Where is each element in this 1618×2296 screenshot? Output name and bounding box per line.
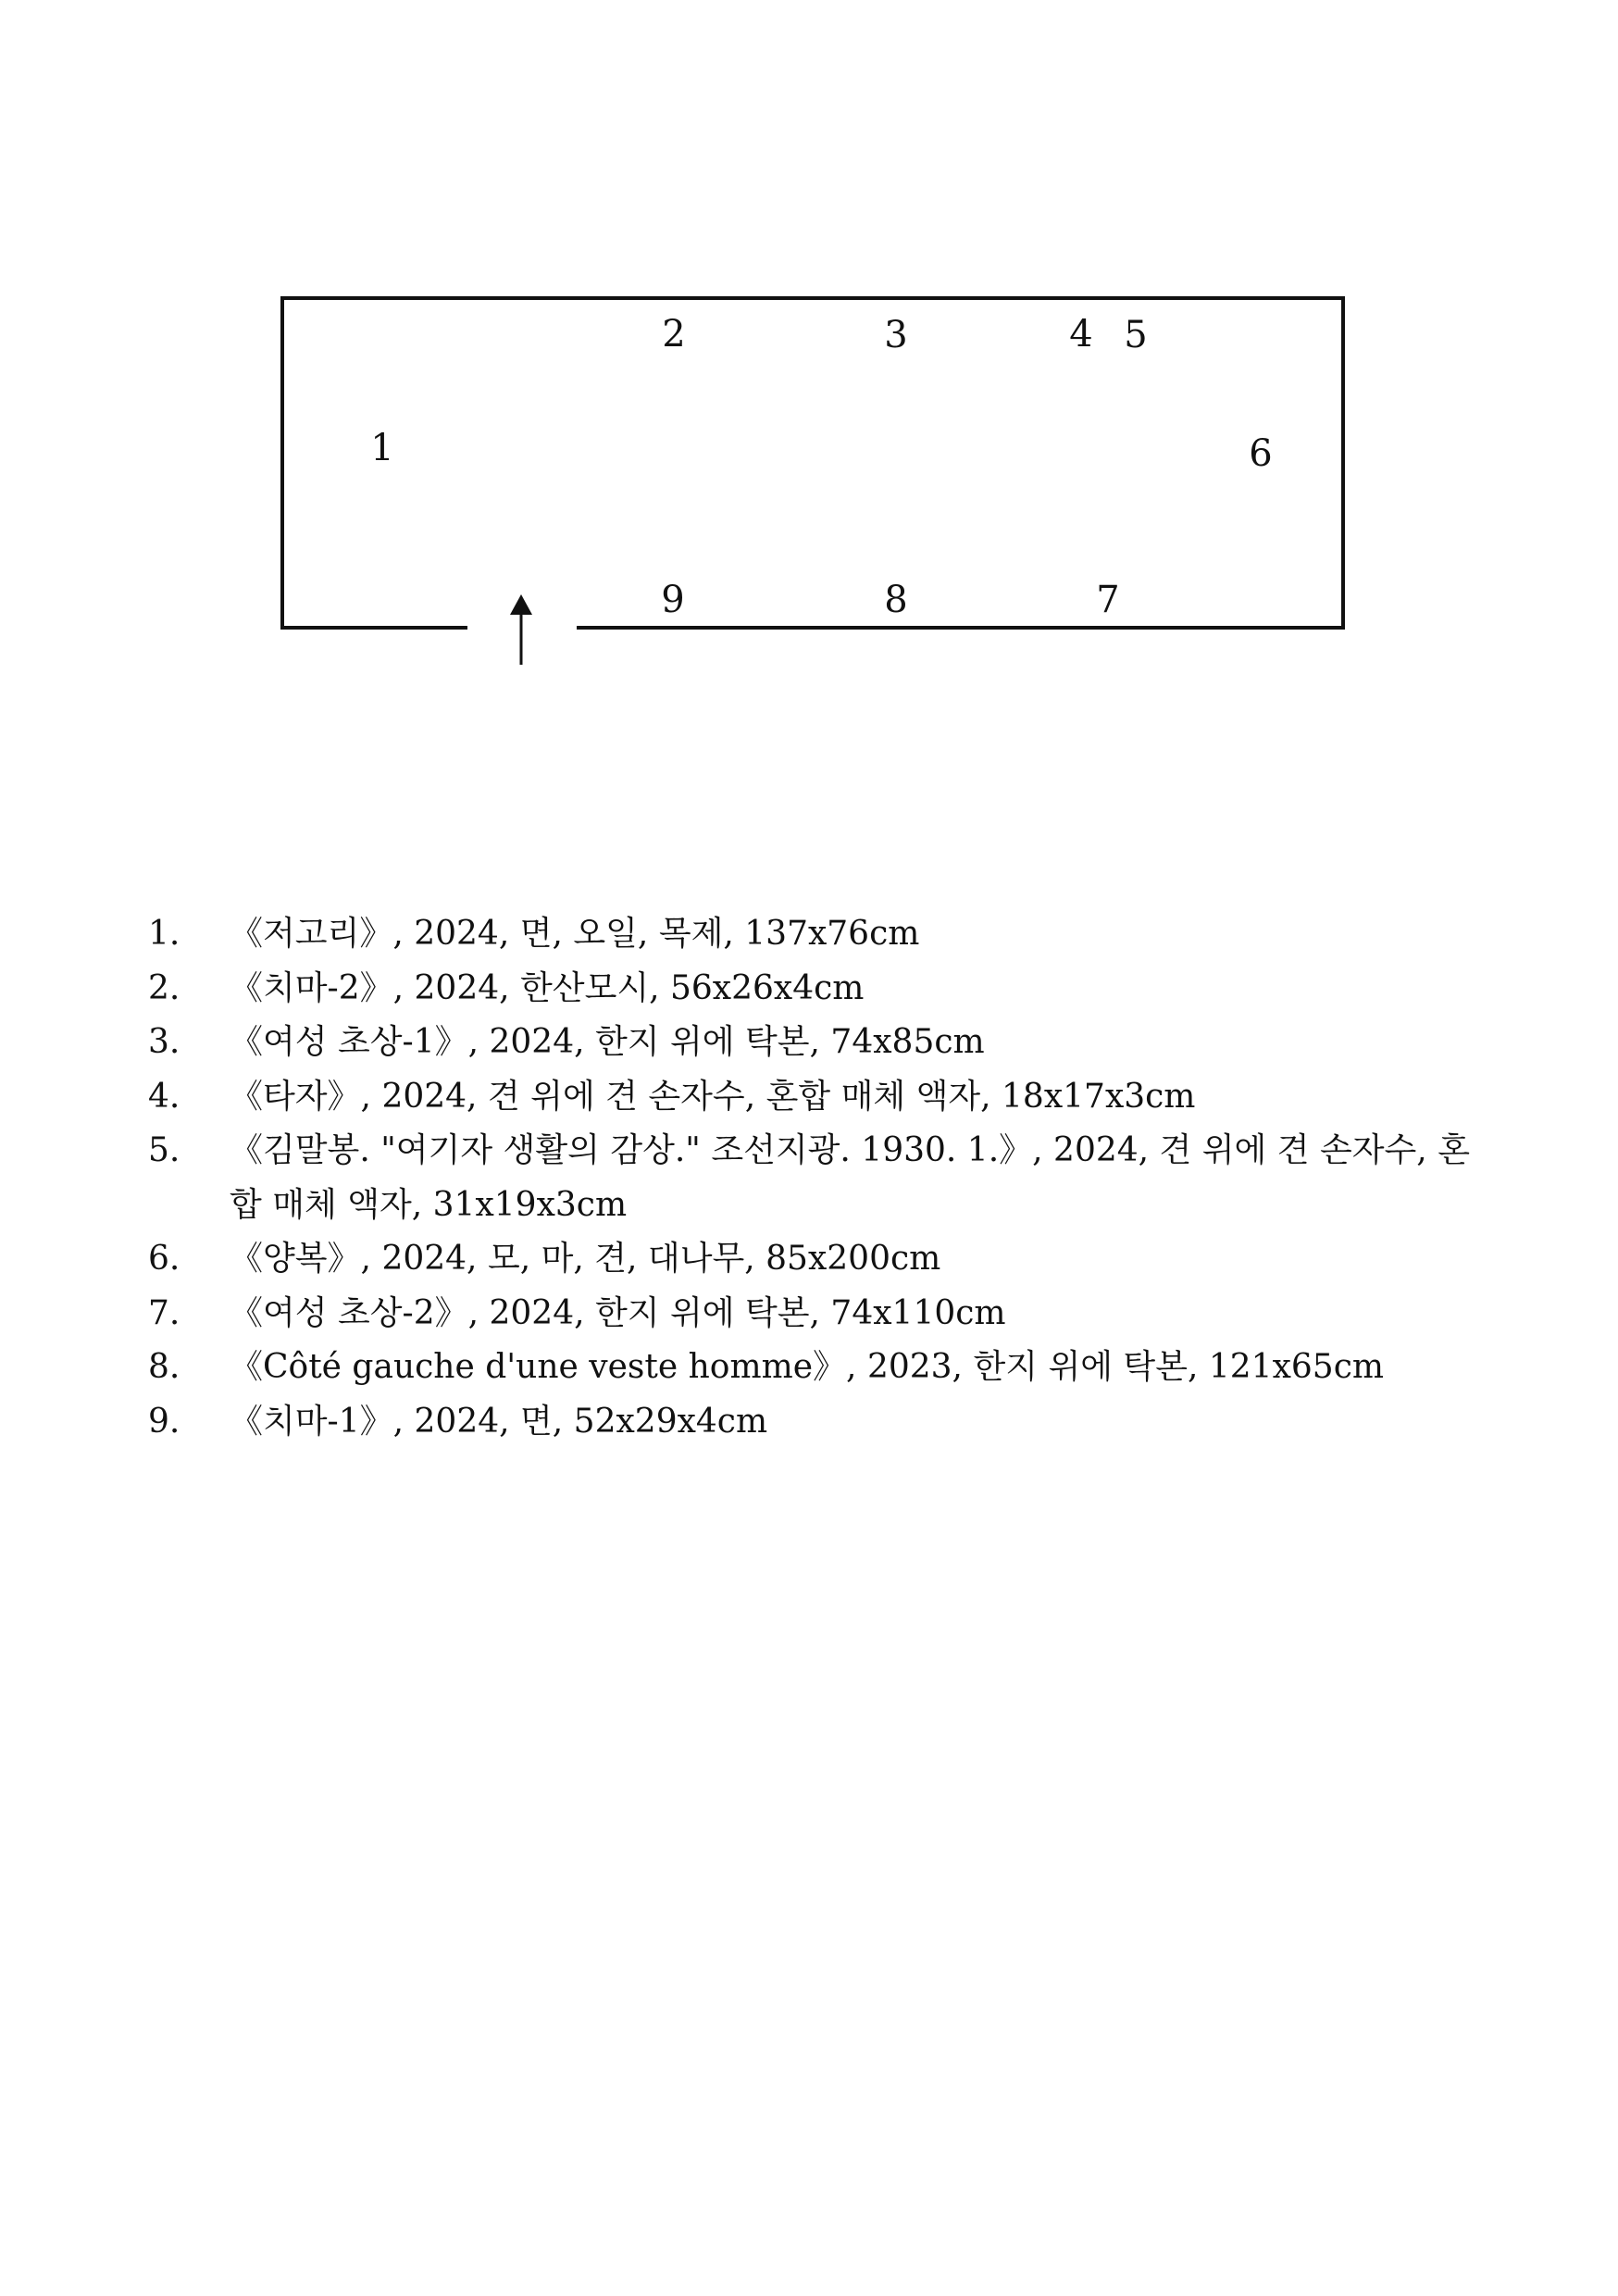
list-item-text: 《여성 초상-1》, 2024, 한지 위에 탁본, 74x85cm bbox=[230, 1023, 985, 1061]
list-item-text: 《치마-1》, 2024, 면, 52x29x4cm bbox=[230, 1402, 768, 1441]
plan-position-1: 1 bbox=[370, 427, 394, 469]
list-item-number: 2. bbox=[148, 968, 180, 1007]
list-item-text: 《치마-2》, 2024, 한산모시, 56x26x4cm bbox=[230, 968, 865, 1007]
plan-position-8: 8 bbox=[884, 579, 908, 621]
list-item-text: 《Côté gauche d'une veste homme》, 2023, 한지 위에 탁본, 121x65cm bbox=[230, 1348, 1384, 1386]
list-item bbox=[148, 1124, 1481, 1232]
list-item bbox=[148, 1232, 1481, 1287]
plan-position-4: 4 bbox=[1069, 313, 1093, 356]
list-item-number: 8. bbox=[148, 1348, 180, 1386]
list-item-number: 9. bbox=[148, 1402, 180, 1441]
list-item-number: 5. bbox=[148, 1131, 180, 1169]
list-item-number: 6. bbox=[148, 1240, 180, 1278]
room-outline bbox=[282, 298, 1343, 628]
list-item-number: 7. bbox=[148, 1293, 180, 1332]
list-item-number: 3. bbox=[148, 1023, 180, 1061]
list-item-text: 《저고리》, 2024, 면, 오일, 목제, 137x76cm bbox=[230, 915, 920, 953]
plan-position-6: 6 bbox=[1249, 432, 1273, 475]
plan-position-3: 3 bbox=[884, 314, 908, 356]
plan-position-9: 9 bbox=[661, 579, 685, 621]
list-item-text: 《김말봉. "여기자 생활의 감상." 조선지광. 1930. 1.》, 2024, 견 위에 견 손자수, 혼합 매체 액자, 31x19x3cm bbox=[230, 1131, 1470, 1224]
list-item bbox=[148, 1287, 1481, 1341]
plan-position-5: 5 bbox=[1124, 314, 1148, 356]
list-item bbox=[148, 1395, 1481, 1450]
list-item-number: 1. bbox=[148, 915, 180, 953]
list-item bbox=[148, 1016, 1481, 1070]
list-item-number: 4. bbox=[148, 1077, 180, 1116]
list-item bbox=[148, 1070, 1481, 1125]
plan-position-2: 2 bbox=[662, 313, 686, 356]
list-item bbox=[148, 907, 1481, 962]
list-item-text: 《양복》, 2024, 모, 마, 견, 대나무, 85x200cm bbox=[230, 1240, 941, 1278]
list-item-text: 《여성 초상-2》, 2024, 한지 위에 탁본, 74x110cm bbox=[230, 1293, 1006, 1332]
list-item bbox=[148, 962, 1481, 1017]
up-arrow-icon bbox=[510, 594, 532, 665]
list-item bbox=[148, 1341, 1481, 1395]
list-item-text: 《타자》, 2024, 견 위에 견 손자수, 혼합 매체 액자, 18x17x3cm bbox=[230, 1077, 1196, 1116]
floor-plan bbox=[0, 0, 1618, 704]
plan-position-7: 7 bbox=[1096, 579, 1120, 621]
artwork-list bbox=[148, 907, 1481, 1449]
